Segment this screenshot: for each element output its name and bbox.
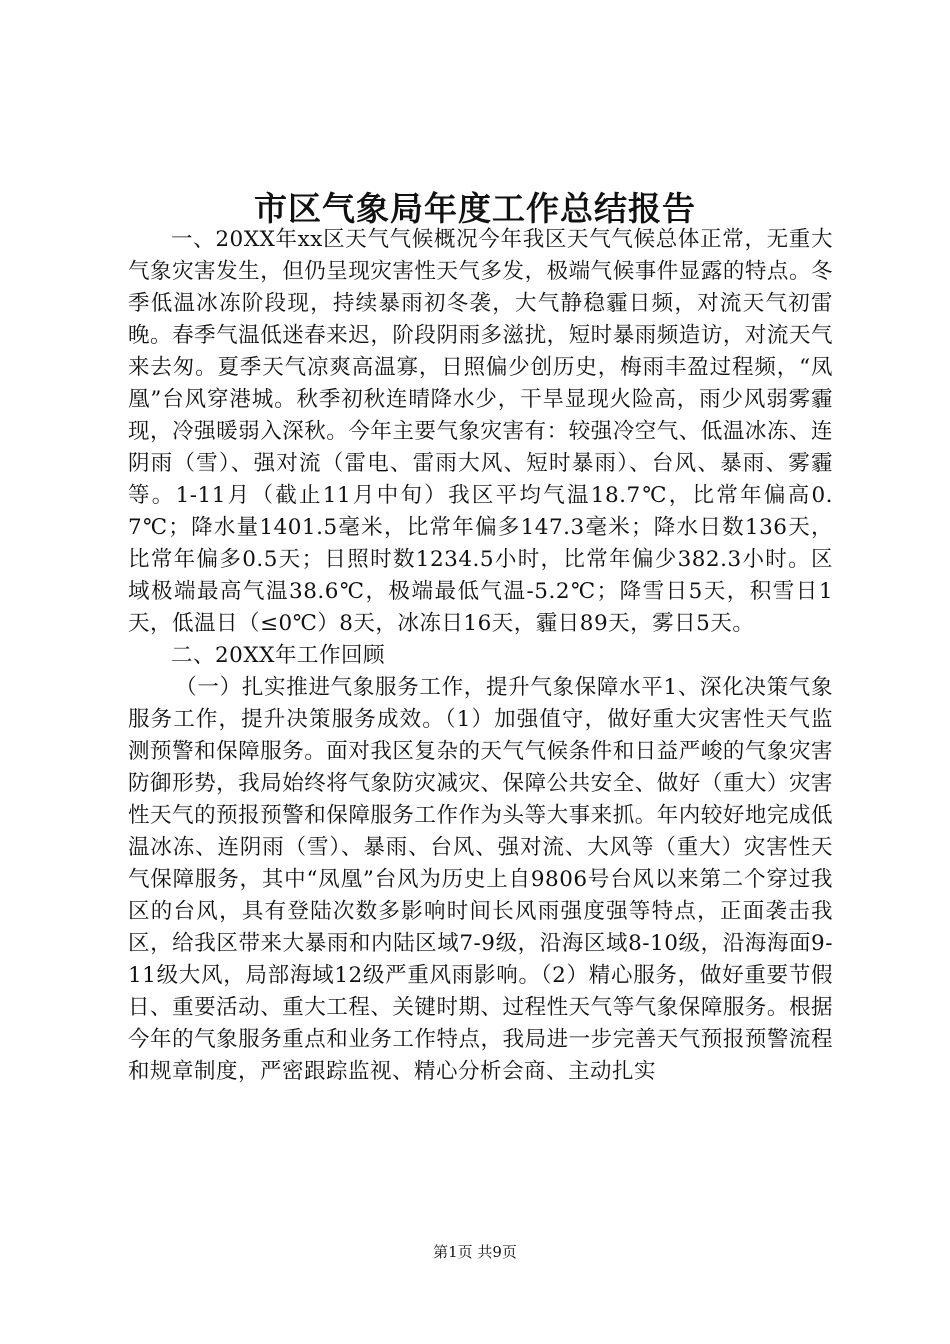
paragraph-climate-overview: 一、20XX年xx区天气气候概况今年我区天气气候总体正常，无重大气象灾害发生，但仍呈现灾害性天气多发，极端气候事件显露的特点。冬季低温冰冻阶段现，持续暴雨初冬袭，大气静稳霾日频，对流天气初雷晚。春季气温低迷春来迟，阶段阴雨多滋扰，短时暴雨频造访，对流天气来去匆。夏季天气凉爽高温寡，日照偏少创历史，梅雨丰盈过程频，“凤凰”台风穿港城。秋季初秋连晴降水少，干旱显现火险高，雨少风弱雾霾现，冷强暖弱入深秋。今年主要气象灾害有：较强冷空气、低温冰冻、连阴雨（雪）、强对流（雷电、雷雨大风、短时暴雨）、台风、暴雨、雾霾等。1-11月（截止11月中旬）我区平均气温18.7℃，比常年偏高0.7℃；降水量1401.5毫米，比常年偏多147.3毫米；降水日数136天，比常年偏多0.5天；日照时数1234.5小时，比常年偏少382.3小时。区域极端最高气温38.6℃，极端最低气温-5.2℃；降雪日5天，积雪日1天，低温日（≤0℃）8天，冰冻日16天，霾日89天，雾日5天。 xyxy=(128,227,833,636)
document-title: 市区气象局年度工作总结报告 xyxy=(254,189,696,228)
page-number-footer: 第1页 共9页 xyxy=(433,1243,517,1261)
section-heading-work-review: 二、20XX年工作回顾 xyxy=(171,643,385,668)
document-body xyxy=(128,224,833,1088)
paragraph-meteorological-services: （一）扎实推进气象服务工作，提升气象保障水平1、深化决策气象服务工作，提升决策服务成效。（1）加强值守，做好重大灾害性天气监测预警和保障服务。面对我区复杂的天气气候条件和日益严峻的气象灾害防御形势，我局始终将气象防灾减灾、保障公共安全、做好（重大）灾害性天气的预报预警和保障服务工作作为头等大事来抓。年内较好地完成低温冰冻、连阴雨（雪）、暴雨、台风、强对流、大风等（重大）灾害性天气保障服务，其中“凤凰”台风为历史上自9806号台风以来第二个穿过我区的台风，具有登陆次数多影响时间长风雨强度强等特点，正面袭击我区，给我区带来大暴雨和内陆区域7-9级，沿海区域8-10级，沿海海面9-11级大风，局部海域12级严重风雨影响。（2）精心服务，做好重要节假日、重要活动、重大工程、关键时期、过程性天气等气象保障服务。根据今年的气象服务重点和业务工作特点，我局进一步完善天气预报预警流程和规章制度，严密跟踪监视、精心分析会商、主动扎实 xyxy=(128,675,833,1084)
